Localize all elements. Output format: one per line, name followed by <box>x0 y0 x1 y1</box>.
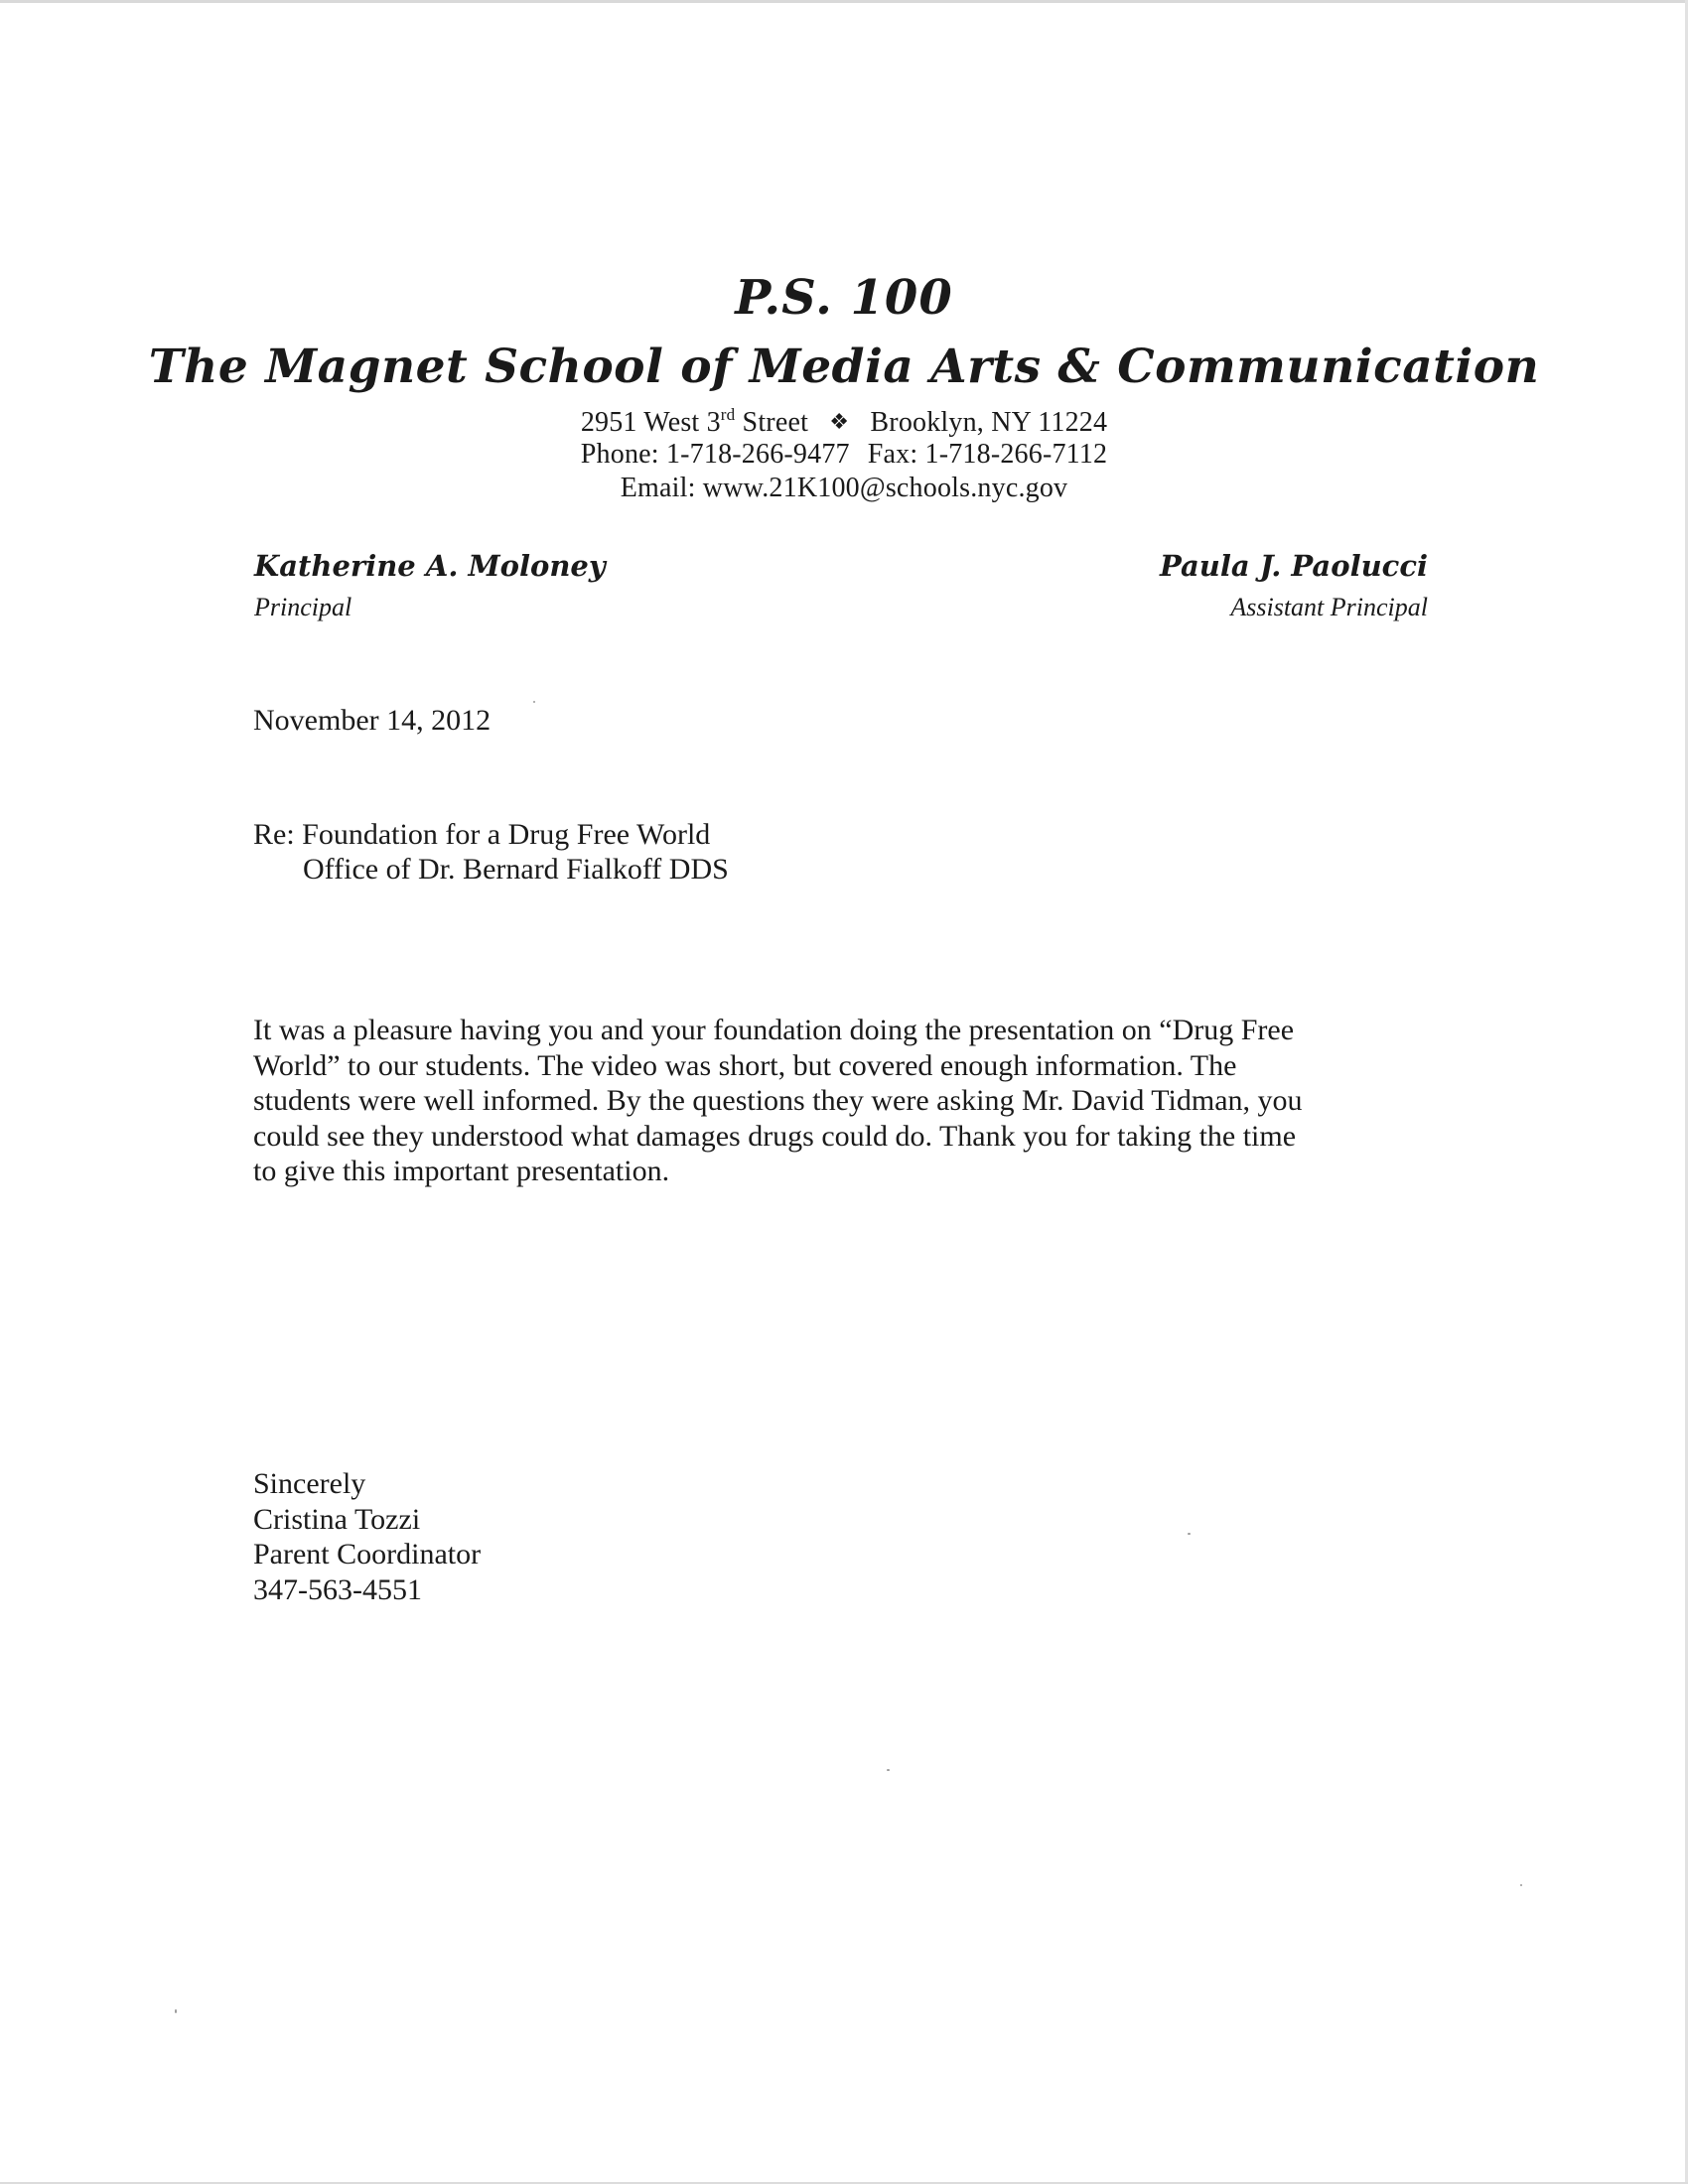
body-line: to give this important presentation. <box>253 1155 670 1187</box>
principal-name: Katherine A. Moloney <box>254 549 606 583</box>
signer-title: Parent Coordinator <box>253 1538 482 1570</box>
diamond-separator-icon: ❖ <box>829 409 850 434</box>
school-email: Email: www.21K100@schools.nyc.gov <box>620 473 1068 503</box>
address-street-suffix: rd <box>720 405 736 424</box>
assistant-principal-title: Assistant Principal <box>1230 593 1428 621</box>
address-street-name: Street <box>735 407 809 438</box>
scan-edge-top <box>0 0 1688 3</box>
subject-line: Re: Foundation for a Drug Free World <box>253 818 711 851</box>
body-line: It was a pleasure having you and your foundation doing the presentation on “Drug Free <box>253 1014 1295 1046</box>
address-street-number: 2951 West 3 <box>580 407 721 438</box>
scan-speck <box>175 2009 177 2013</box>
body-paragraph <box>253 1013 1445 1189</box>
closing-block <box>253 1466 481 1607</box>
school-name: The Magnet School of Media Arts & Communication <box>148 340 1540 394</box>
assistant-principal-name: Paula J. Paolucci <box>1159 549 1428 583</box>
scan-speck <box>887 1769 890 1771</box>
closing-salutation: Sincerely <box>253 1467 366 1500</box>
signer-phone: 347-563-4551 <box>253 1572 422 1606</box>
body-line: World” to our students. The video was short, but covered enough information. The <box>253 1048 1237 1082</box>
body-line: could see they understood what damages drugs could do. Thank you for taking the time <box>253 1119 1297 1153</box>
scan-speck <box>1520 1884 1522 1886</box>
school-fax: Fax: 1-718-266-7112 <box>867 439 1108 470</box>
address-city: Brooklyn, NY 11224 <box>870 407 1108 438</box>
school-phone-fax <box>0 439 1688 471</box>
school-number: P.S. 100 <box>735 270 953 326</box>
school-address <box>0 405 1688 439</box>
signer-name: Cristina Tozzi <box>253 1502 421 1536</box>
principal-title: Principal <box>254 593 352 621</box>
letter-date: November 14, 2012 <box>253 704 492 737</box>
school-phone: Phone: 1-718-266-9477 <box>580 439 850 470</box>
body-line: students were well informed. By the questions they were asking Mr. David Tidman, you <box>253 1084 1303 1117</box>
scan-speck <box>533 701 535 703</box>
subject-line-2: Office of Dr. Bernard Fialkoff DDS <box>303 853 729 886</box>
scan-speck <box>1188 1533 1191 1535</box>
